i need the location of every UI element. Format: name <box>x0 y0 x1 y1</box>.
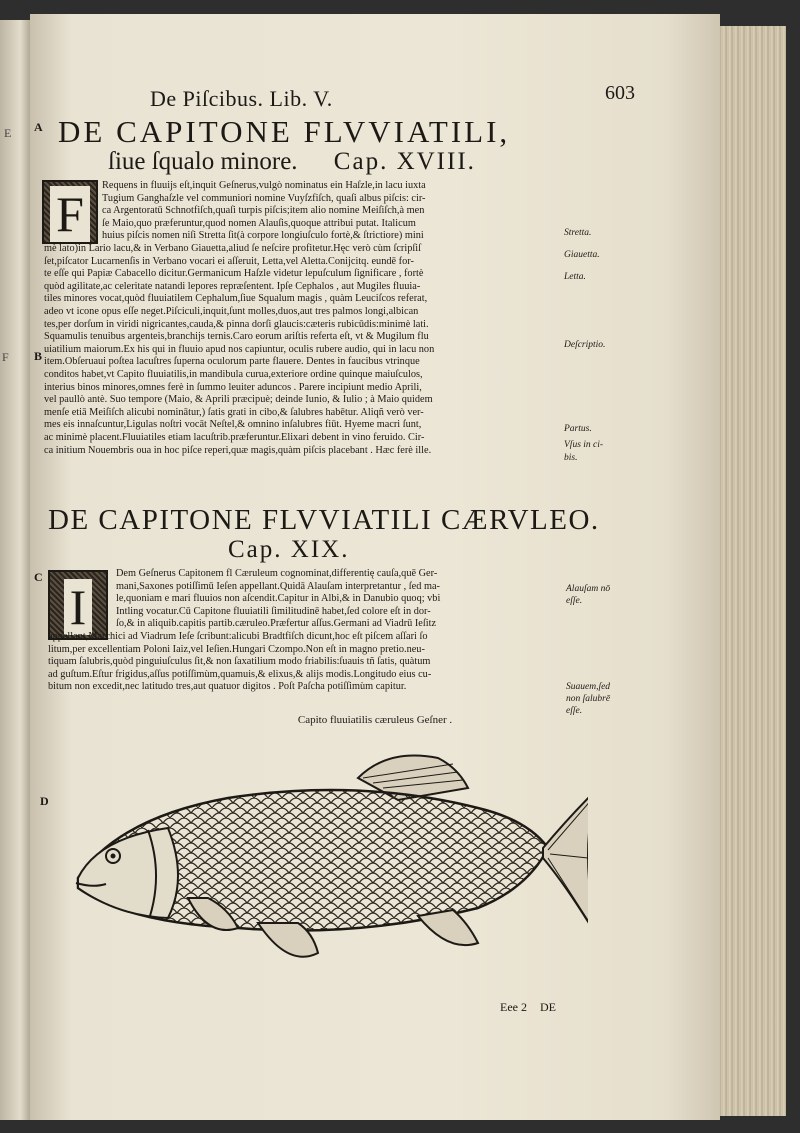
sidenote-giauetta: Giauetta. <box>564 250 600 260</box>
ch18-line: interius binos minores,omnes ferè in ſummo leuiter aduncos . Parere incipiunt medio Aprili, <box>44 381 422 393</box>
sidenote-bis: bis. <box>564 453 578 463</box>
sidenote-stretta: Stretta. <box>564 228 592 238</box>
ch19-line: ad guſtum.Eſtur frigidus,aſſus potiſſimùm,quamuis,& elixus,& alijs modis.Longitudo eius cu- <box>48 668 432 680</box>
sidenote-esse1: eſſe. <box>566 596 583 606</box>
ch18-line: huius piſcis nomen niſi Stretta ſit(à corpore longiuſculo fortè,& ſtrictiore) mini <box>102 230 424 242</box>
ch19-line: litum,per excellentiam Poloni Iaiz,vel Ieſien.Hungari Czompo.Non eſt in magno pretio.neu- <box>48 643 425 655</box>
ch18-line: mes eis innaſcuntur,Ligulas noſtri vocāt Neſtel,& omnino inſalubres fiūt. Hyeme macri ſunt, <box>44 419 422 431</box>
ch18-line: quòd agilitate,ac celeritate natandi lepores repræſentent. Ipſe Cephalos , aut Mugiles fluuia- <box>44 280 421 292</box>
sidenote-descriptio: Deſcriptio. <box>564 340 606 350</box>
chapter19-lines-b <box>48 631 562 694</box>
ch19-line: ſo,& in aliquib.capitis partib.cæruleo.Præfertur aſſus.Germani ad Viadrū Ieſitz <box>116 618 437 630</box>
ch18-line: Squamulis tenuibus argenteis,branchijs ternis.Caro eorum ariſtis referta eſt, vt & Mugilum flu <box>44 331 429 343</box>
ch18-line: mè lato)in Lario lacu,& in Verbano Giauetta,aliud ſe neſcire profitetur.Hęc verò cùm ſcripſiſ <box>44 243 421 254</box>
ch18-line: te eſſe qui Papiæ Cabacello dicitur.Germanicum Haſzle videtur lepuſculum ſignificare , fortè <box>44 268 424 280</box>
ch18-line: menſe etiā Meiſiſch alicubi nominātur,) ſatis grati in cibo,& ſalubres habētur. Aliqñ verò ver- <box>44 406 424 418</box>
margin-letter-b: B <box>34 349 43 363</box>
ch19-line: Dem Geſnerus Capitonem fl Cæruleum cognominat,differentię cauſa,quē Ger- <box>116 568 438 579</box>
ch18-line: item.Obſeruaui poſtea lacuſtres ſuperna oculorum parte flauere. Dentes in faucibus vtrinque <box>44 356 420 368</box>
chapter19-cap-label: Cap. XIX. <box>228 536 350 563</box>
margin-letter-c: C <box>34 570 43 584</box>
sidenote-suauem: Suauem,ſed <box>566 682 611 692</box>
chapter18-title: DE CAPITONE FLVVIATILI, <box>58 114 511 149</box>
page-edges <box>716 26 786 1116</box>
sidenote-esse2: eſſe. <box>566 706 583 716</box>
chapter18-subtitle-text: ſiue ſqualo minore. <box>108 148 298 175</box>
chapter19-initial-letter: I <box>64 579 93 635</box>
chapter18-lines-a <box>102 180 560 243</box>
ch19-line: tiquam ſalubris,quòd pinguiuſculus ſit,& non ſaxatilium modo friabilis:ſuauis tñ ſatis, quàtum <box>48 656 431 668</box>
sidenote-non-salubre: non ſalubrē <box>566 694 611 704</box>
chapter18-lines-b <box>44 243 560 457</box>
ch18-line: Requens in fluuijs eſt,inquit Geſnerus,vulgò nominatus ein Haſzle,in lacu iuxta <box>102 180 426 191</box>
sidenote-partus: Partus. <box>564 424 592 434</box>
ch19-line: appellant,Marchici ad Viadrum Ieſe ſcribunt:alicubi Bradtfiſch dicunt,hoc eſt piſcem aſſari ſo <box>48 631 428 642</box>
ch18-line: ca initium Nouembris oua in hoc piſce reperi,quæ magis,quàm piſcis placebant . Hæc ferè ille. <box>44 444 432 456</box>
chapter19-initial <box>48 570 108 640</box>
chapter19-title: DE CAPITONE FLVVIATILI CÆRVLEO. <box>48 504 600 536</box>
ch18-line: tes,per dorſum in viridi nigricantes,cauda,& pinna dorſi glaucis:cæteris rubicūdis:minimè lati. <box>44 318 429 330</box>
figure-caption: Capito fluuiatilis cæruleus Geſner . <box>297 714 453 726</box>
chapter18-subtitle <box>108 148 476 176</box>
ch18-line: ca Argentoratū Schnotfiſch,quaſi turpis piſcis;item alio nomine Meiſiſch,à men <box>102 205 425 217</box>
chapter18-cap-label: Cap. XVIII. <box>333 148 476 175</box>
ch19-line: bitum non excedit,nec latitudo tres,aut quatuor digitos . Poſt Paſcha potiſſimùm capitur. <box>48 681 407 693</box>
ch18-line: adeo vt icone opus eſſe neget.Piſciculi,inquit,ſunt molles,duos,aut tres palmos longi,albican <box>44 305 419 317</box>
catchword: DE <box>539 1000 556 1014</box>
sidenote-alausam: Alauſam nō <box>566 584 611 594</box>
left-page-letter-f: F <box>2 350 9 364</box>
ch18-line: conditos habet,vt Capito fluuiatilis,in mandibula curua,exteriore ordine quinque maiuſculos, <box>44 368 423 380</box>
signature-mark: Eee 2 <box>500 1000 527 1014</box>
ch19-line: le,quoniam e mari fluuios non aſcendit.Capitur in Albi,& in Danubio quoq; vbi <box>116 593 441 605</box>
chapter18-initial-letter: F <box>50 186 90 242</box>
page-footer <box>500 1000 556 1015</box>
sidenote-vsus: Vſus in ci- <box>564 440 604 450</box>
margin-letter-a: A <box>34 120 43 134</box>
ch18-line: tiles minores vocat,quòd fluuiatilem Cephalum,ſiue Squalum magis , quàm Leuciſcos referat, <box>44 293 428 305</box>
running-head: De Piſcibus. Lib. V. <box>150 86 333 111</box>
chapter19-lines-a <box>116 568 562 631</box>
ch18-line: ſet,piſcator Lucarnenſis in Verbano vocari ei aſſeruit, Letta,vel Aletta.Conijcitq. eundē for- <box>44 255 414 267</box>
left-page-edge <box>0 20 34 1120</box>
ch18-line: Tugium Ganghaſzle vel communiori nomine Vuyſzfiſch, quaſi albus piſcis: cir- <box>102 192 426 204</box>
fish-woodcut <box>58 738 588 988</box>
margin-letter-d: D <box>40 794 49 808</box>
ch18-line: uiatilium maiorum.Ex his qui in fluuio apud nos capiuntur, oculis rubere audio, qui in lacu non <box>44 343 435 355</box>
ch19-line: Intling vocatur.Cū Capitone fluuiatili ſimilitudinē habet,ſed colore eſt in dor- <box>116 605 431 617</box>
ch18-line: ac minimè placent.Fluuiatiles etiam lacuſtrib.præferuntur.Elixari debent in vino feruido. Cir- <box>44 431 425 443</box>
page-number: 603 <box>605 82 635 104</box>
book-page <box>30 14 720 1120</box>
chapter18-initial <box>42 180 98 244</box>
ch18-line: ſe Maio,quo præferuntur,quod nomen Alauſis,quoque attribui putat. Italicum <box>102 217 416 229</box>
ch19-line: mani,Saxones potiſſimū Ieſen appellant.Quidā Alauſam interpretantur , ſed ma- <box>116 580 440 592</box>
sidenote-letta: Letta. <box>564 272 586 282</box>
ch18-line: vel paullò antè. Suo tempore (Maio, & Aprili præcipuè; deinde Iunio, & Iulio ; à Maio quidem <box>44 394 433 406</box>
left-page-letter-e: E <box>4 126 12 140</box>
